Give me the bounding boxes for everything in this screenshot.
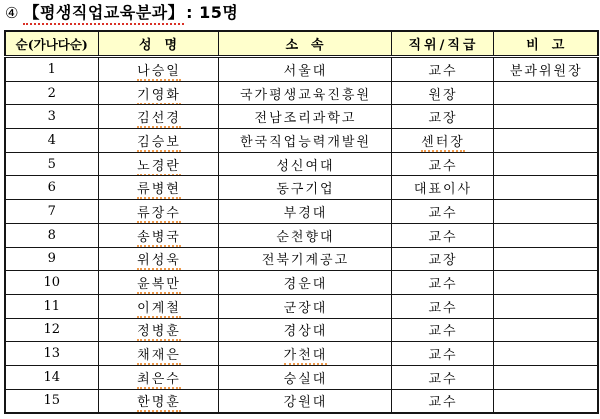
table-row <box>5 318 598 342</box>
cell-order-text: 2 <box>47 85 56 101</box>
cell-name <box>98 318 218 342</box>
cell-affiliation-text: 한국직업능력개발원 <box>239 134 372 150</box>
cell-position-text: 교수 <box>428 371 458 387</box>
cell-position <box>391 129 493 153</box>
cell-order <box>5 152 98 176</box>
cell-name-text: 한명훈 <box>137 395 181 411</box>
cell-affiliation <box>218 223 391 247</box>
cell-position <box>391 271 493 295</box>
table-row <box>5 152 598 176</box>
cell-position <box>391 176 493 200</box>
cell-name <box>98 129 218 153</box>
table-row <box>5 81 598 105</box>
cell-name-text: 류병현 <box>137 182 181 198</box>
cell-affiliation-text: 강원대 <box>283 395 328 411</box>
cell-note <box>493 318 598 342</box>
cell-order <box>5 342 98 366</box>
cell-position-text: 교수 <box>428 158 458 174</box>
cell-order <box>5 81 98 105</box>
cell-affiliation <box>218 105 391 129</box>
table-header <box>5 31 598 57</box>
cell-name <box>98 271 218 295</box>
cell-name-text: 송병국 <box>137 229 181 245</box>
cell-name-text: 나승일 <box>137 63 181 79</box>
cell-name-text: 윤복만 <box>137 277 181 293</box>
cell-order-text: 15 <box>43 393 61 409</box>
cell-position-text: 교수 <box>428 348 458 364</box>
header-affiliation-label: 소속 <box>285 38 337 53</box>
header-name <box>98 31 218 57</box>
cell-position-text: 센터장 <box>421 134 465 150</box>
cell-affiliation-text: 숭실대 <box>283 371 328 387</box>
table-row <box>5 389 598 413</box>
cell-name <box>98 389 218 413</box>
cell-order <box>5 200 98 224</box>
cell-affiliation-text: 군장대 <box>283 300 328 316</box>
cell-position-text: 교수 <box>428 324 458 340</box>
cell-note <box>493 223 598 247</box>
cell-order-text: 5 <box>47 156 56 172</box>
cell-affiliation <box>218 176 391 200</box>
cell-name <box>98 247 218 271</box>
header-position-label: 직위/직급 <box>408 38 479 53</box>
cell-order <box>5 57 98 82</box>
cell-position <box>391 342 493 366</box>
cell-position-text: 교수 <box>428 229 458 245</box>
cell-note <box>493 57 598 82</box>
cell-note <box>493 247 598 271</box>
cell-name <box>98 365 218 389</box>
cell-order <box>5 129 98 153</box>
cell-affiliation <box>218 271 391 295</box>
members-table <box>4 30 599 414</box>
cell-order <box>5 247 98 271</box>
table-row <box>5 294 598 318</box>
table-row <box>5 271 598 295</box>
header-affiliation <box>218 31 391 57</box>
cell-affiliation <box>218 57 391 82</box>
cell-affiliation-text: 가천대 <box>283 348 328 364</box>
cell-order-text: 11 <box>43 298 61 314</box>
cell-position <box>391 318 493 342</box>
cell-position-text: 교수 <box>428 277 458 293</box>
title-section-name: 【평생직업교육분과】 <box>23 3 184 25</box>
cell-note <box>493 271 598 295</box>
cell-order-text: 1 <box>47 61 56 77</box>
cell-position <box>391 81 493 105</box>
cell-order <box>5 105 98 129</box>
cell-affiliation-text: 전남조리과학고 <box>254 111 357 127</box>
header-row <box>5 31 598 57</box>
cell-order <box>5 223 98 247</box>
cell-affiliation <box>218 129 391 153</box>
cell-position-text: 교장 <box>428 111 458 127</box>
cell-note <box>493 176 598 200</box>
cell-position-text: 원장 <box>428 87 458 103</box>
header-name-label: 성명 <box>138 38 191 53</box>
cell-position <box>391 105 493 129</box>
cell-affiliation <box>218 152 391 176</box>
table-row <box>5 176 598 200</box>
members-table-body <box>5 57 598 414</box>
cell-name-text: 채재은 <box>137 348 181 364</box>
cell-order-text: 13 <box>43 346 61 362</box>
header-order <box>5 31 98 57</box>
table-row <box>5 342 598 366</box>
cell-order-text: 8 <box>47 227 56 243</box>
cell-name-text: 김선경 <box>137 111 181 127</box>
cell-name <box>98 342 218 366</box>
header-order-label: 순(가나다순) <box>15 36 88 52</box>
cell-order <box>5 389 98 413</box>
cell-name <box>98 223 218 247</box>
cell-order-text: 6 <box>47 180 56 196</box>
cell-position <box>391 152 493 176</box>
cell-affiliation-text: 전북기계공고 <box>261 253 350 269</box>
cell-order-text: 10 <box>43 275 61 291</box>
cell-order-text: 12 <box>43 322 61 338</box>
cell-note <box>493 342 598 366</box>
header-position <box>391 31 493 57</box>
cell-order-text: 7 <box>47 203 56 219</box>
cell-affiliation-text: 동구기업 <box>276 182 335 198</box>
cell-note <box>493 365 598 389</box>
cell-affiliation <box>218 200 391 224</box>
title-member-count: : 15명 <box>186 3 239 22</box>
cell-order <box>5 271 98 295</box>
cell-affiliation-text: 서울대 <box>283 63 328 79</box>
cell-position-text: 교수 <box>428 395 458 411</box>
cell-name <box>98 200 218 224</box>
cell-order <box>5 176 98 200</box>
cell-affiliation <box>218 342 391 366</box>
table-row <box>5 129 598 153</box>
cell-affiliation-text: 부경대 <box>283 205 328 221</box>
cell-name-text: 김승보 <box>137 134 181 150</box>
cell-order-text: 4 <box>47 132 56 148</box>
cell-note <box>493 105 598 129</box>
cell-position-text: 교수 <box>428 205 458 221</box>
cell-order <box>5 365 98 389</box>
cell-affiliation <box>218 81 391 105</box>
cell-order-text: 14 <box>43 369 61 385</box>
cell-name-text: 위성욱 <box>137 253 181 269</box>
table-row <box>5 57 598 82</box>
cell-affiliation-text: 성신여대 <box>276 158 335 174</box>
title-circled-number: ④ <box>5 4 19 22</box>
cell-order-text: 9 <box>47 251 56 267</box>
cell-name-text: 노경란 <box>137 158 181 174</box>
cell-note <box>493 129 598 153</box>
cell-order-text: 3 <box>47 109 56 125</box>
table-row <box>5 365 598 389</box>
cell-affiliation <box>218 389 391 413</box>
cell-note <box>493 152 598 176</box>
cell-affiliation <box>218 247 391 271</box>
cell-note <box>493 294 598 318</box>
cell-position-text: 교수 <box>428 300 458 316</box>
cell-position <box>391 294 493 318</box>
cell-name <box>98 57 218 82</box>
table-row <box>5 200 598 224</box>
cell-affiliation-text: 경상대 <box>283 324 328 340</box>
cell-name-text: 최은수 <box>137 371 181 387</box>
cell-note <box>493 81 598 105</box>
cell-order <box>5 294 98 318</box>
cell-note-text: 분과위원장 <box>509 63 583 79</box>
cell-position <box>391 247 493 271</box>
table-row <box>5 105 598 129</box>
cell-name <box>98 294 218 318</box>
cell-name <box>98 81 218 105</box>
cell-position <box>391 223 493 247</box>
cell-affiliation <box>218 318 391 342</box>
cell-affiliation-text: 경운대 <box>283 277 328 293</box>
cell-position <box>391 57 493 82</box>
cell-name <box>98 152 218 176</box>
cell-order <box>5 318 98 342</box>
cell-affiliation-text: 순천향대 <box>276 229 335 245</box>
cell-name-text: 류장수 <box>137 205 181 221</box>
table-row <box>5 247 598 271</box>
cell-affiliation <box>218 294 391 318</box>
cell-note <box>493 389 598 413</box>
cell-affiliation-text: 국가평생교육진흥원 <box>239 87 372 103</box>
cell-position-text: 교장 <box>428 253 458 269</box>
header-note <box>493 31 598 57</box>
header-note-label: 비고 <box>526 38 578 53</box>
table-row <box>5 223 598 247</box>
cell-position-text: 대표이사 <box>413 182 473 198</box>
cell-note <box>493 200 598 224</box>
cell-position <box>391 200 493 224</box>
cell-name-text: 이계철 <box>137 300 181 316</box>
cell-position-text: 교수 <box>428 63 458 79</box>
cell-name <box>98 176 218 200</box>
page-title <box>5 2 238 24</box>
cell-position <box>391 389 493 413</box>
cell-affiliation <box>218 365 391 389</box>
cell-name-text: 정병훈 <box>137 324 181 340</box>
cell-name <box>98 105 218 129</box>
cell-name-text: 기영화 <box>137 87 181 103</box>
cell-position <box>391 365 493 389</box>
